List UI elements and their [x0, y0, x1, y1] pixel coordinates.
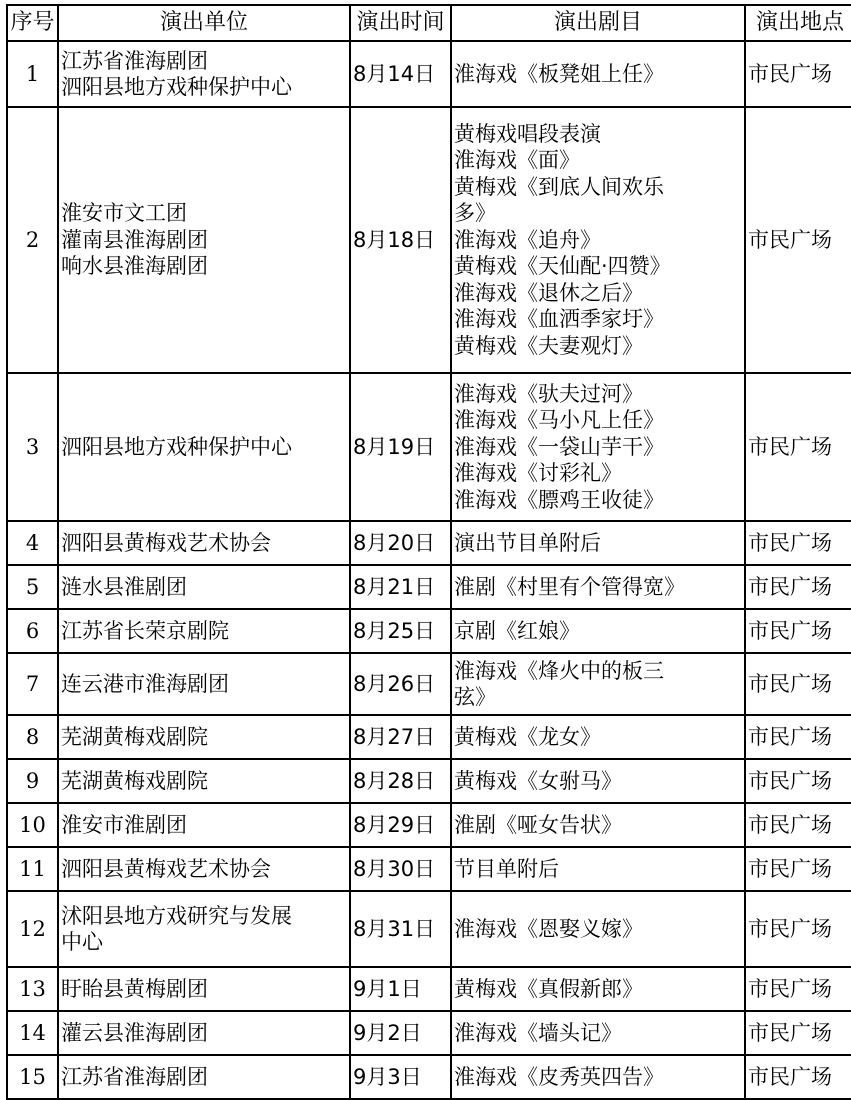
- program-line: 淮海戏《皮秀英四告》: [454, 1064, 664, 1089]
- row-seq: 15: [7, 1055, 58, 1099]
- unit-line: 泗阳县黄梅戏艺术协会: [61, 530, 271, 555]
- row-date: 8月18日: [350, 107, 451, 373]
- program-line: 多》: [454, 201, 496, 226]
- table-row: [7, 715, 851, 759]
- header-row: [7, 5, 851, 41]
- row-program: [451, 565, 745, 609]
- unit-line: 连云港市淮海剧团: [61, 671, 229, 696]
- row-program: [451, 107, 745, 373]
- row-program: [451, 715, 745, 759]
- row-program: [451, 967, 745, 1011]
- row-date: 8月19日: [350, 373, 451, 521]
- table-row: [7, 41, 851, 107]
- unit-line: 盱眙县黄梅剧团: [61, 976, 208, 1001]
- row-date: 8月28日: [350, 759, 451, 803]
- program-line: 淮海戏《讨彩礼》: [454, 461, 622, 486]
- table-row: [7, 759, 851, 803]
- row-date: 9月2日: [350, 1011, 451, 1055]
- program-line: 淮海戏《烽火中的板三: [454, 658, 664, 683]
- row-unit: [58, 1055, 350, 1099]
- program-line: 黄梅戏《到底人间欢乐: [454, 174, 664, 199]
- table-row: [7, 107, 851, 373]
- program-line: 节目单附后: [454, 856, 559, 881]
- row-venue: 市民广场: [745, 847, 851, 891]
- unit-line: 涟水县淮剧团: [61, 574, 187, 599]
- table-row: [7, 967, 851, 1011]
- unit-line: 泗阳县地方戏种保护中心: [61, 75, 292, 99]
- row-unit: [58, 653, 350, 715]
- row-program: [451, 653, 745, 715]
- row-date: 9月3日: [350, 1055, 451, 1099]
- table-row: [7, 847, 851, 891]
- row-unit: [58, 803, 350, 847]
- row-unit: [58, 609, 350, 653]
- program-line: 淮海戏《追舟》: [454, 227, 601, 252]
- row-unit: [58, 1011, 350, 1055]
- unit-line: 沭阳县地方戏研究与发展: [61, 903, 292, 928]
- row-venue: 市民广场: [745, 803, 851, 847]
- table-row: [7, 803, 851, 847]
- table-row: [7, 373, 851, 521]
- program-line: 黄梅戏《真假新郎》: [454, 976, 643, 1001]
- row-date: 8月30日: [350, 847, 451, 891]
- row-seq: 12: [7, 891, 58, 967]
- row-seq: 13: [7, 967, 58, 1011]
- row-date: 8月25日: [350, 609, 451, 653]
- unit-line: 泗阳县黄梅戏艺术协会: [61, 856, 271, 881]
- row-venue: 市民广场: [745, 41, 851, 107]
- row-date: 8月31日: [350, 891, 451, 967]
- row-seq: 10: [7, 803, 58, 847]
- row-date: 8月14日: [350, 41, 451, 107]
- row-unit: [58, 107, 350, 373]
- unit-line: 灌南县淮海剧团: [61, 227, 208, 252]
- row-unit: [58, 521, 350, 565]
- row-program: [451, 847, 745, 891]
- row-date: 8月27日: [350, 715, 451, 759]
- program-line: 淮海戏《驮夫过河》: [454, 381, 643, 406]
- program-line: 黄梅戏《天仙配·四赞》: [454, 254, 671, 279]
- row-program: [451, 609, 745, 653]
- row-venue: 市民广场: [745, 521, 851, 565]
- table-row: [7, 565, 851, 609]
- table-row: [7, 653, 851, 715]
- row-program: [451, 521, 745, 565]
- program-line: 弦》: [454, 685, 496, 709]
- row-program: [451, 891, 745, 967]
- row-unit: [58, 41, 350, 107]
- row-venue: 市民广场: [745, 967, 851, 1011]
- table-row: [7, 521, 851, 565]
- unit-line: 泗阳县地方戏种保护中心: [61, 434, 292, 459]
- row-seq: 11: [7, 847, 58, 891]
- row-seq: 1: [7, 41, 58, 107]
- row-unit: [58, 373, 350, 521]
- row-venue: 市民广场: [745, 715, 851, 759]
- row-unit: [58, 847, 350, 891]
- row-unit: [58, 759, 350, 803]
- program-line: 淮海戏《血洒季家圩》: [454, 307, 664, 332]
- header-time: 演出时间: [350, 5, 451, 41]
- row-seq: 8: [7, 715, 58, 759]
- row-seq: 7: [7, 653, 58, 715]
- header-unit: 演出单位: [58, 5, 350, 41]
- program-line: 淮海戏《面》: [454, 148, 580, 173]
- program-line: 黄梅戏唱段表演: [454, 121, 601, 146]
- row-venue: 市民广场: [745, 565, 851, 609]
- unit-line: 淮安市淮剧团: [61, 812, 187, 837]
- row-seq: 3: [7, 373, 58, 521]
- row-venue: 市民广场: [745, 1055, 851, 1099]
- program-line: 淮海戏《马小凡上任》: [454, 408, 664, 433]
- row-venue: 市民广场: [745, 609, 851, 653]
- row-program: [451, 373, 745, 521]
- row-venue: 市民广场: [745, 373, 851, 521]
- unit-line: 中心: [61, 930, 103, 954]
- program-line: 淮剧《哑女告状》: [454, 812, 622, 837]
- program-line: 淮剧《村里有个管得宽》: [454, 574, 685, 599]
- unit-line: 江苏省淮海剧团: [61, 48, 208, 73]
- row-date: 8月20日: [350, 521, 451, 565]
- unit-line: 江苏省淮海剧团: [61, 1064, 208, 1089]
- row-unit: [58, 891, 350, 967]
- program-line: 淮海戏《墙头记》: [454, 1020, 622, 1045]
- row-venue: 市民广场: [745, 1011, 851, 1055]
- table-body: [7, 41, 851, 1099]
- row-program: [451, 41, 745, 107]
- table-row: [7, 1055, 851, 1099]
- row-date: 8月26日: [350, 653, 451, 715]
- unit-line: 淮安市文工团: [61, 201, 187, 226]
- header-venue: 演出地点: [745, 5, 851, 41]
- row-program: [451, 803, 745, 847]
- header-program: 演出剧目: [451, 5, 745, 41]
- row-seq: 2: [7, 107, 58, 373]
- row-unit: [58, 715, 350, 759]
- row-venue: 市民广场: [745, 759, 851, 803]
- row-program: [451, 759, 745, 803]
- program-line: 淮海戏《恩娶义嫁》: [454, 916, 643, 941]
- table-row: [7, 891, 851, 967]
- program-line: 淮海戏《一袋山芋干》: [454, 434, 664, 459]
- row-program: [451, 1055, 745, 1099]
- performance-schedule-table: [6, 4, 851, 1100]
- unit-line: 响水县淮海剧团: [61, 254, 208, 279]
- row-date: 9月1日: [350, 967, 451, 1011]
- row-seq: 14: [7, 1011, 58, 1055]
- row-seq: 6: [7, 609, 58, 653]
- unit-line: 芜湖黄梅戏剧院: [61, 768, 208, 793]
- unit-line: 江苏省长荣京剧院: [61, 618, 229, 643]
- unit-line: 芜湖黄梅戏剧院: [61, 724, 208, 749]
- unit-line: 灌云县淮海剧团: [61, 1020, 208, 1045]
- row-venue: 市民广场: [745, 653, 851, 715]
- program-line: 演出节目单附后: [454, 530, 601, 555]
- row-unit: [58, 967, 350, 1011]
- row-venue: 市民广场: [745, 107, 851, 373]
- program-line: 淮海戏《退休之后》: [454, 280, 643, 305]
- program-line: 淮海戏《板凳姐上任》: [454, 61, 664, 86]
- row-date: 8月21日: [350, 565, 451, 609]
- row-date: 8月29日: [350, 803, 451, 847]
- header-seq: 序号: [7, 5, 58, 41]
- row-seq: 5: [7, 565, 58, 609]
- row-seq: 9: [7, 759, 58, 803]
- program-line: 黄梅戏《夫妻观灯》: [454, 333, 643, 358]
- row-venue: 市民广场: [745, 891, 851, 967]
- program-line: 黄梅戏《女驸马》: [454, 768, 622, 793]
- row-program: [451, 1011, 745, 1055]
- row-seq: 4: [7, 521, 58, 565]
- row-unit: [58, 565, 350, 609]
- table-row: [7, 1011, 851, 1055]
- program-line: 京剧《红娘》: [454, 618, 580, 643]
- program-line: 黄梅戏《龙女》: [454, 724, 601, 749]
- table-row: [7, 609, 851, 653]
- program-line: 淮海戏《膘鸡王收徒》: [454, 487, 664, 512]
